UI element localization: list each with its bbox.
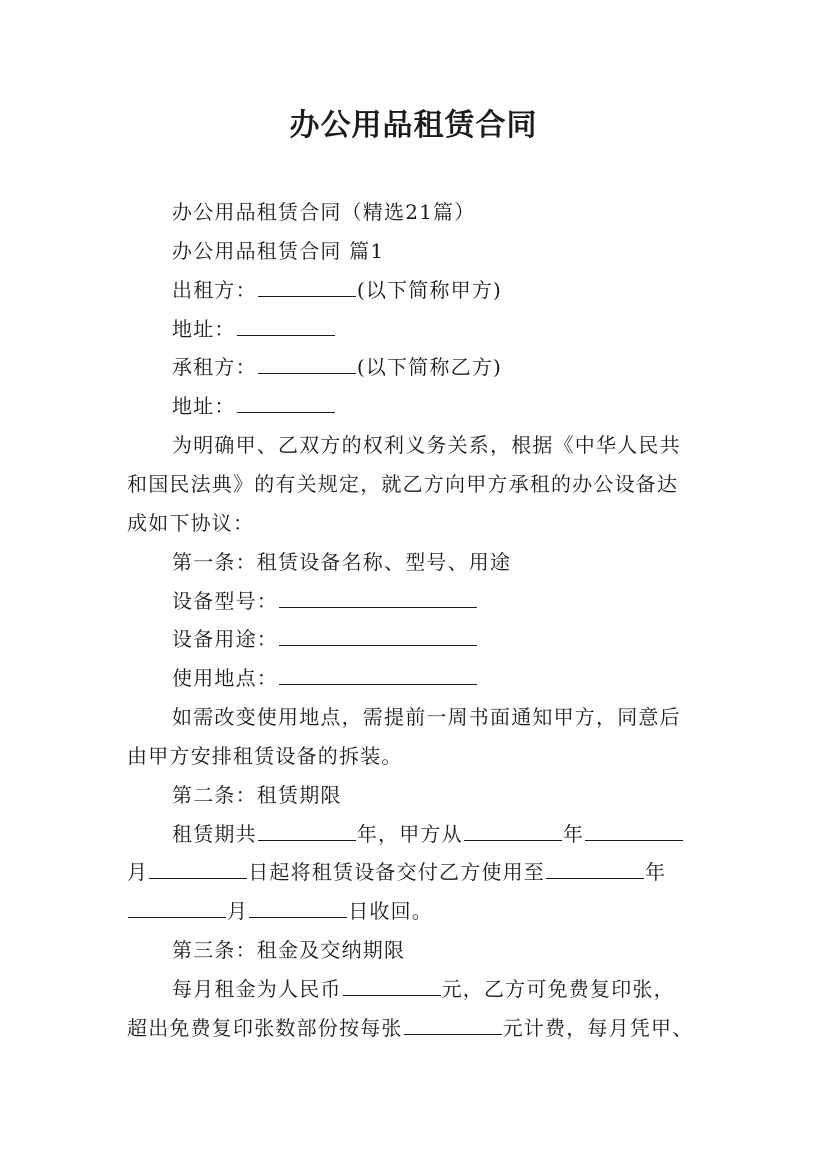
term-text-a: 租赁期共 — [172, 822, 257, 846]
rent-line-2 — [127, 1014, 693, 1042]
term2-text-a: 月 — [127, 860, 149, 884]
address2-label: 地址： — [172, 394, 236, 418]
change-text-2: 由甲方安排租赁设备的拆装。 — [127, 744, 403, 768]
use-line — [172, 625, 478, 653]
rent-line-1 — [172, 975, 675, 1003]
end-year-blank — [546, 860, 644, 879]
end-month-blank — [128, 899, 226, 918]
term-line-2 — [127, 858, 666, 886]
lessor-line — [172, 276, 502, 304]
lessee-line — [172, 353, 502, 381]
start-day-blank — [149, 860, 247, 879]
term3-text-a: 月 — [227, 899, 249, 923]
section-heading: 办公用品租赁合同 篇1 — [172, 239, 385, 263]
rent-text-a: 每月租金为人民币 — [172, 977, 342, 1001]
intro-text-3: 成如下协议： — [127, 511, 255, 535]
use-blank — [279, 627, 477, 646]
term-line-3 — [127, 897, 433, 925]
term-text-c: 年 — [562, 822, 585, 846]
location-line — [172, 664, 478, 692]
rent2-text-a: 超出免费复印张数部份按每张 — [127, 1016, 403, 1040]
doc-subtitle: 办公用品租赁合同（精选21篇） — [172, 200, 476, 224]
lessee-label: 承租方： — [172, 355, 257, 379]
rent-text-b: 元，乙方可免费复印张， — [441, 977, 675, 1001]
term-years-blank — [258, 822, 356, 841]
lessor-blank — [258, 278, 356, 297]
start-year-blank — [464, 822, 562, 841]
model-label: 设备型号： — [172, 589, 278, 613]
per-copy-blank — [404, 1016, 502, 1035]
term2-text-c: 年 — [645, 860, 667, 884]
document-title: 办公用品租赁合同 — [289, 108, 538, 143]
lessor-label: 出租方： — [172, 278, 257, 302]
lessee-suffix: (以下简称乙方) — [356, 355, 503, 379]
lessor-suffix: (以下简称甲方) — [356, 278, 503, 302]
term3-text-b: 日收回。 — [348, 899, 434, 923]
location-label: 使用地点： — [172, 666, 278, 690]
term-line-1 — [172, 820, 684, 848]
rent2-text-b: 元计费，每月凭甲、 — [502, 1016, 694, 1040]
address2-blank — [237, 394, 335, 413]
intro-text-2: 和国民法典》的有关规定，就乙方向甲方承租的办公设备达 — [127, 472, 679, 496]
address1-line — [172, 315, 336, 343]
location-blank — [279, 666, 477, 685]
model-line — [172, 587, 478, 615]
intro-text-1: 为明确甲、乙双方的权利义务关系，根据《中华人民共 — [172, 433, 681, 457]
term2-text-b: 日起将租赁设备交付乙方使用至 — [248, 860, 546, 884]
model-blank — [279, 589, 477, 608]
start-month-blank — [585, 822, 683, 841]
address1-label: 地址： — [172, 317, 236, 341]
rent-amount-blank — [343, 977, 441, 996]
address2-line — [172, 392, 336, 420]
article3-title: 第三条：租金及交纳期限 — [172, 938, 406, 962]
article1-title: 第一条：租赁设备名称、型号、用途 — [172, 550, 512, 574]
term-text-b: 年，甲方从 — [356, 822, 463, 846]
use-label: 设备用途： — [172, 627, 278, 651]
end-day-blank — [249, 899, 347, 918]
change-text-1: 如需改变使用地点，需提前一周书面通知甲方，同意后 — [172, 705, 681, 729]
article2-title: 第二条：租赁期限 — [172, 783, 342, 807]
address1-blank — [237, 317, 335, 336]
lessee-blank — [258, 355, 356, 374]
